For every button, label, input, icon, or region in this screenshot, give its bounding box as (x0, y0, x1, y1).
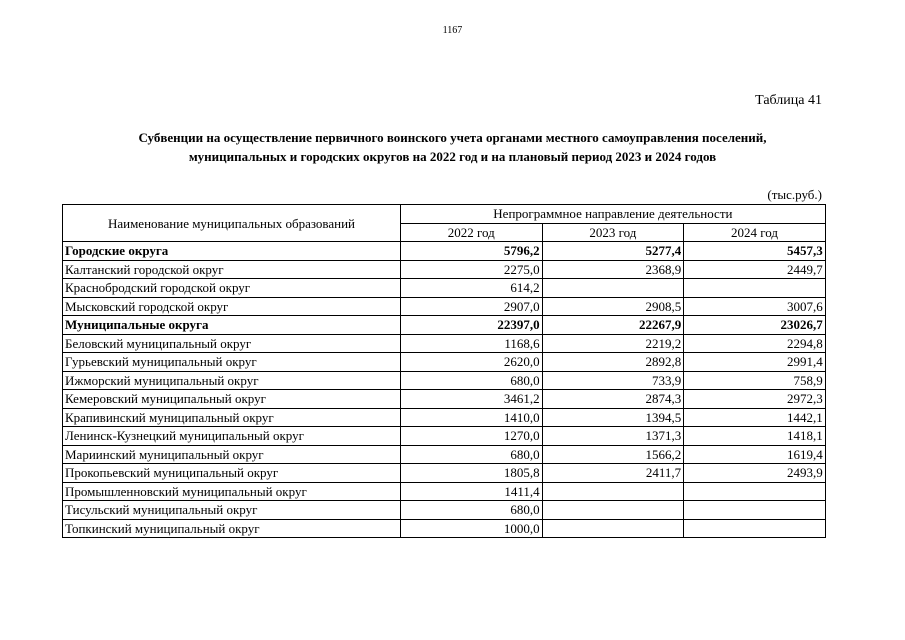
cell-name: Муниципальные округа (63, 316, 401, 335)
page-number: 1167 (442, 25, 463, 36)
cell-2022: 1410,0 (401, 408, 543, 427)
cell-2024: 5457,3 (684, 242, 826, 261)
table-title (62, 128, 843, 166)
cell-2023 (542, 279, 684, 298)
cell-2022: 2907,0 (401, 297, 543, 316)
cell-2022: 1168,6 (401, 334, 543, 353)
cell-2023: 5277,4 (542, 242, 684, 261)
cell-2022: 5796,2 (401, 242, 543, 261)
cell-2022: 680,0 (401, 445, 543, 464)
cell-name: Ижморский муниципальный округ (63, 371, 401, 390)
cell-2023 (542, 519, 684, 538)
cell-name: Крапивинский муниципальный округ (63, 408, 401, 427)
cell-2023: 1394,5 (542, 408, 684, 427)
table-row (63, 501, 826, 520)
table-row (63, 279, 826, 298)
table-row (63, 334, 826, 353)
cell-2023 (542, 501, 684, 520)
table-body (63, 242, 826, 538)
table-row (63, 408, 826, 427)
cell-2023: 2892,8 (542, 353, 684, 372)
cell-2024 (684, 501, 826, 520)
cell-2024: 2493,9 (684, 464, 826, 483)
cell-2024: 2449,7 (684, 260, 826, 279)
table-row (63, 316, 826, 335)
cell-name: Мариинский муниципальный округ (63, 445, 401, 464)
header-name: Наименование муниципальных образований (63, 205, 401, 242)
cell-2022: 1000,0 (401, 519, 543, 538)
cell-2024: 1418,1 (684, 427, 826, 446)
cell-2023: 2411,7 (542, 464, 684, 483)
cell-name: Топкинский муниципальный округ (63, 519, 401, 538)
table-row (63, 464, 826, 483)
subventions-table (62, 204, 826, 538)
cell-2023 (542, 482, 684, 501)
table-row (63, 445, 826, 464)
cell-2023: 2874,3 (542, 390, 684, 409)
cell-name: Мысковский городской округ (63, 297, 401, 316)
table-row (63, 242, 826, 261)
cell-2023: 22267,9 (542, 316, 684, 335)
cell-2022: 680,0 (401, 371, 543, 390)
cell-2024 (684, 519, 826, 538)
cell-2022: 1805,8 (401, 464, 543, 483)
cell-2022: 2275,0 (401, 260, 543, 279)
cell-2022: 614,2 (401, 279, 543, 298)
table-row (63, 353, 826, 372)
cell-name: Прокопьевский муниципальный округ (63, 464, 401, 483)
header-2022: 2022 год (401, 223, 543, 242)
cell-name: Беловский муниципальный округ (63, 334, 401, 353)
title-line-2: муниципальных и городских округов на 2022 год и на плановый период 2023 и 2024 годов (188, 149, 717, 164)
cell-2023: 2908,5 (542, 297, 684, 316)
cell-2024: 2991,4 (684, 353, 826, 372)
cell-name: Промышленновский муниципальный округ (63, 482, 401, 501)
header-2023: 2023 год (542, 223, 684, 242)
cell-name: Краснобродский городской округ (63, 279, 401, 298)
header-2024: 2024 год (684, 223, 826, 242)
table-row (63, 260, 826, 279)
cell-name: Тисульский муниципальный округ (63, 501, 401, 520)
cell-2022: 3461,2 (401, 390, 543, 409)
table-row (63, 371, 826, 390)
table-label: Таблица 41 (755, 93, 822, 108)
table-row (63, 519, 826, 538)
cell-2022: 22397,0 (401, 316, 543, 335)
table-row (63, 427, 826, 446)
table-row (63, 482, 826, 501)
cell-2022: 1411,4 (401, 482, 543, 501)
cell-2024: 2972,3 (684, 390, 826, 409)
cell-name: Кемеровский муниципальный округ (63, 390, 401, 409)
cell-2023: 1371,3 (542, 427, 684, 446)
cell-2024: 1619,4 (684, 445, 826, 464)
cell-2024 (684, 482, 826, 501)
units-label: (тыс.руб.) (767, 187, 822, 202)
cell-2022: 1270,0 (401, 427, 543, 446)
table-row (63, 390, 826, 409)
cell-name: Калтанский городской округ (63, 260, 401, 279)
cell-2023: 2368,9 (542, 260, 684, 279)
cell-name: Ленинск-Кузнецкий муниципальный округ (63, 427, 401, 446)
header-group: Непрограммное направление деятельности (401, 205, 826, 224)
cell-2024: 758,9 (684, 371, 826, 390)
table-row (63, 297, 826, 316)
cell-2024: 3007,6 (684, 297, 826, 316)
table-header-row (63, 205, 826, 224)
cell-2023: 2219,2 (542, 334, 684, 353)
cell-2024: 2294,8 (684, 334, 826, 353)
cell-2024 (684, 279, 826, 298)
cell-name: Городские округа (63, 242, 401, 261)
cell-2022: 2620,0 (401, 353, 543, 372)
cell-2022: 680,0 (401, 501, 543, 520)
cell-2024: 1442,1 (684, 408, 826, 427)
title-line-1: Субвенции на осуществление первичного воинского учета органами местного самоуправления поселений, (138, 130, 767, 145)
cell-2024: 23026,7 (684, 316, 826, 335)
cell-2023: 733,9 (542, 371, 684, 390)
cell-name: Гурьевский муниципальный округ (63, 353, 401, 372)
cell-2023: 1566,2 (542, 445, 684, 464)
